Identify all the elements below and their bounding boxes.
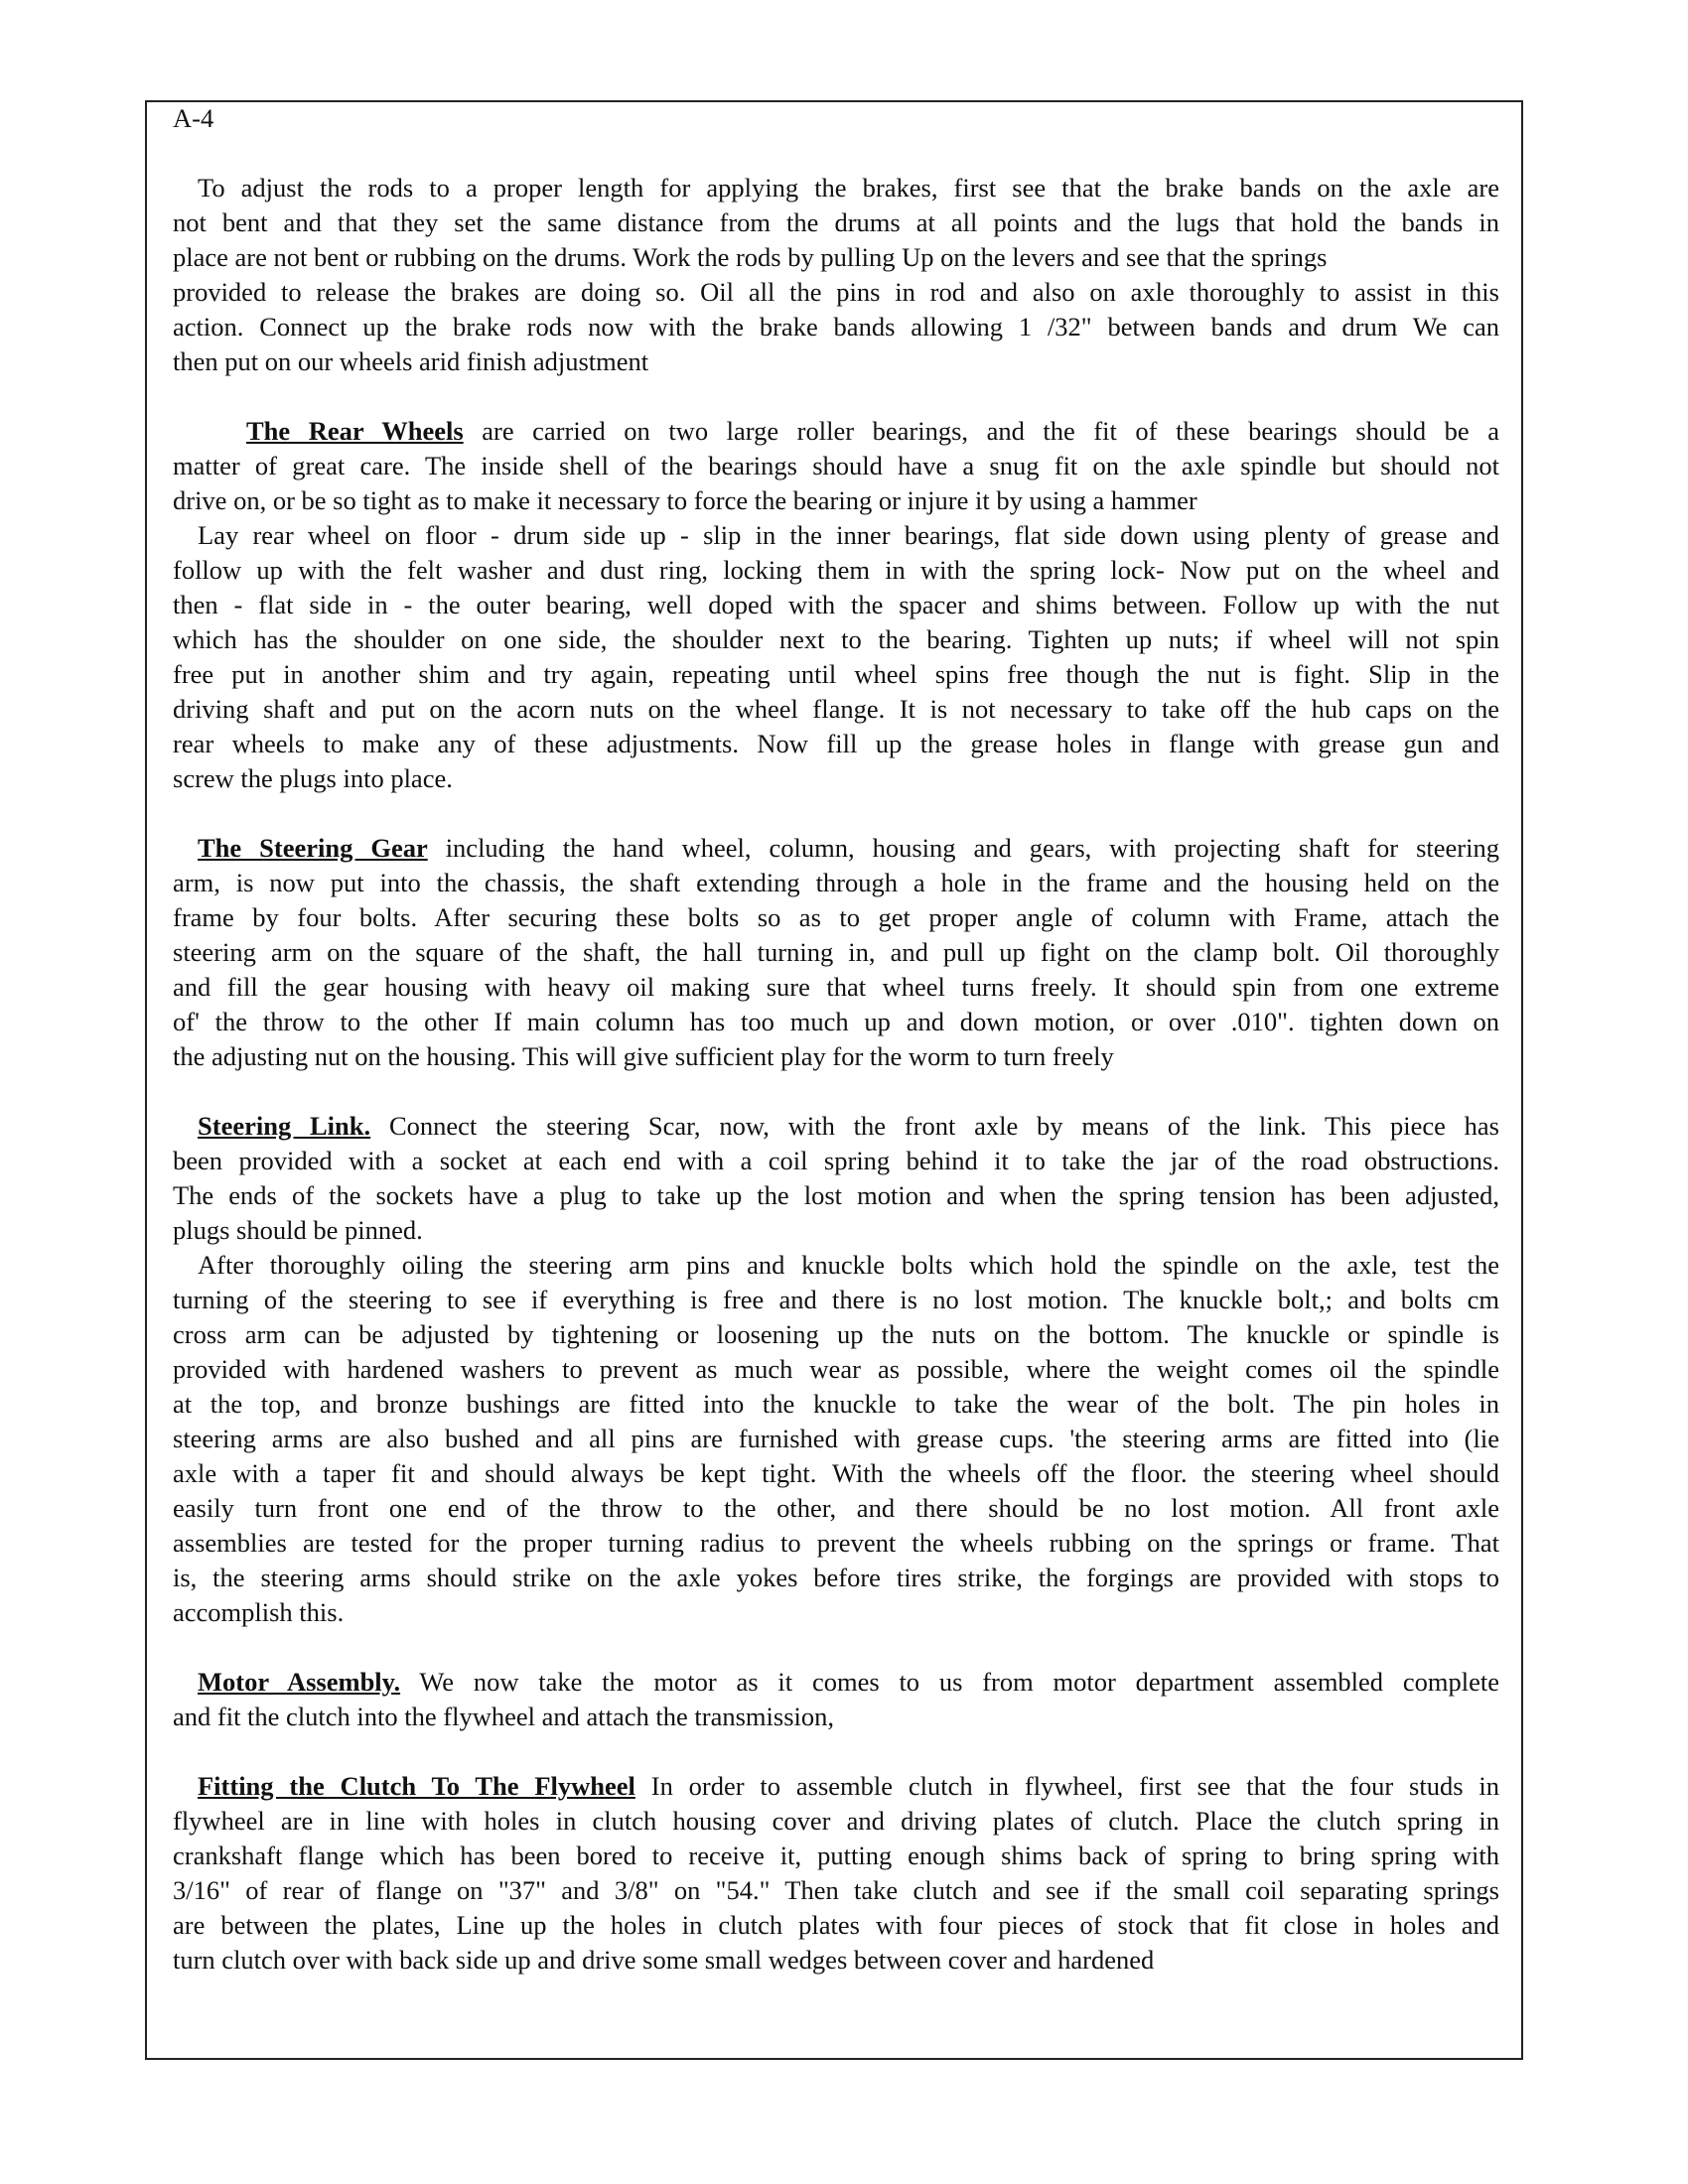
text-line: frame by four bolts. After securing these bolts so as to get proper angle of column with Frame, attach the <box>173 902 1499 932</box>
blank-line <box>173 796 1499 831</box>
text-line: crankshaft flange which has been bored to receive it, putting enough shims back of spring to bring spring with <box>173 1841 1499 1870</box>
text-line <box>173 414 1499 449</box>
text-line: is, the steering arms should strike on the axle yokes before tires strike, the forgings are provided with stops to <box>173 1563 1499 1592</box>
text-line: provided to release the brakes are doing so. Oil all the pins in rod and also on axle thoroughly to assist in this <box>173 277 1499 307</box>
text-line <box>173 1769 1499 1804</box>
text-line <box>173 1109 1499 1144</box>
text-line: cross arm can be adjusted by tightening or loosening up the nuts on the bottom. The knuckle or spindle is <box>173 1319 1499 1349</box>
line-text: are carried on two large roller bearings, and the fit of these bearings should be a <box>463 416 1499 446</box>
text-line: The ends of the sockets have a plug to take up the lost motion and when the spring tension has been adjusted, <box>173 1180 1499 1210</box>
text-line: free put in another shim and try again, repeating until wheel spins free though the nut is fight. Slip in the <box>173 659 1499 689</box>
blank-line <box>173 1734 1499 1769</box>
text-line: drive on, or be so tight as to make it necessary to force the bearing or injure it by using a hammer <box>173 485 1197 515</box>
line-text: We now take the motor as it comes to us from motor department assembled complete <box>400 1667 1499 1697</box>
text-line: place are not bent or rubbing on the drums. Work the rods by pulling Up on the levers and see that the springs <box>173 242 1328 272</box>
section-heading: Steering Link. <box>198 1111 371 1141</box>
text-line: which has the shoulder on one side, the shoulder next to the bearing. Tighten up nuts; if wheel will not spin <box>173 624 1499 654</box>
text-line: screw the plugs into place. <box>173 763 453 793</box>
document-body <box>173 101 1499 1978</box>
text-line: are between the plates, Line up the holes in clutch plates with four pieces of stock that fit close in holes and <box>173 1910 1499 1940</box>
line-text: In order to assemble clutch in flywheel, first see that the four studs in <box>634 1771 1499 1801</box>
text-line: turn clutch over with back side up and drive some small wedges between cover and hardened <box>173 1945 1155 1975</box>
text-line: follow up with the felt washer and dust ring, locking them in with the spring lock- Now put on the wheel and <box>173 555 1499 585</box>
text-line: and fit the clutch into the flywheel and attach the transmission, <box>173 1702 834 1731</box>
section-heading: The Rear Wheels <box>246 416 464 446</box>
text-line: action. Connect up the brake rods now with the brake bands allowing 1 /32" between bands and drum We can <box>173 312 1499 341</box>
text-line: steering arms are also bushed and all pins are furnished with grease cups. 'the steering arms are fitted into (lie <box>173 1424 1499 1453</box>
blank-line <box>173 379 1499 414</box>
text-line: driving shaft and put on the acorn nuts on the wheel flange. It is not necessary to take off the hub caps on the <box>173 694 1499 724</box>
text-line: been provided with a socket at each end with a coil spring behind it to take the jar of the road obstructions. <box>173 1146 1499 1175</box>
text-line: and fill the gear housing with heavy oil making sure that wheel turns freely. It should spin from one extreme <box>173 972 1499 1002</box>
text-line: the adjusting nut on the housing. This will give sufficient play for the worm to turn freely <box>173 1041 1114 1071</box>
text-line: flywheel are in line with holes in clutch housing cover and driving plates of clutch. Place the clutch spring in <box>173 1806 1499 1836</box>
text-line: accomplish this. <box>173 1597 345 1627</box>
text-line: Lay rear wheel on floor - drum side up - slip in the inner bearings, flat side down using plenty of grease and <box>198 520 1499 550</box>
text-line: at the top, and bronze bushings are fitted into the knuckle to take the wear of the bolt. The pin holes in <box>173 1389 1499 1419</box>
text-line: plugs should be pinned. <box>173 1215 423 1245</box>
text-line: steering arm on the square of the shaft, the hall turning in, and pull up fight on the clamp bolt. Oil thoroughly <box>173 937 1499 967</box>
text-line: then - flat side in - the outer bearing, well doped with the spacer and shims between. Follow up with the nut <box>173 590 1499 619</box>
text-line: provided with hardened washers to prevent as much wear as possible, where the weight comes oil the spindle <box>173 1354 1499 1384</box>
line-text: including the hand wheel, column, housing and gears, with projecting shaft for steering <box>427 833 1499 863</box>
section-heading: Motor Assembly. <box>198 1667 401 1697</box>
text-line: matter of great care. The inside shell of the bearings should have a snug fit on the axle spindle but should not <box>173 451 1499 480</box>
text-line: of' the throw to the other If main column has too much up and down motion, or over .010". tighten down on <box>173 1007 1499 1036</box>
section-heading: The Steering Gear <box>198 833 428 863</box>
blank-line <box>173 1630 1499 1665</box>
text-line: assemblies are tested for the proper turning radius to prevent the wheels rubbing on the springs or frame. That <box>173 1528 1499 1558</box>
text-line: not bent and that they set the same distance from the drums at all points and the lugs that hold the bands in <box>173 207 1499 237</box>
text-line: rear wheels to make any of these adjustments. Now fill up the grease holes in flange with grease gun and <box>173 729 1499 758</box>
text-line: After thoroughly oiling the steering arm pins and knuckle bolts which hold the spindle on the axle, test the <box>198 1250 1499 1280</box>
text-line <box>173 831 1499 866</box>
text-line: arm, is now put into the chassis, the shaft extending through a hole in the frame and the housing held on the <box>173 868 1499 897</box>
text-line <box>173 1665 1499 1700</box>
page-label: A-4 <box>173 103 214 133</box>
blank-line <box>173 1074 1499 1109</box>
text-line: then put on our wheels arid finish adjustment <box>173 346 649 376</box>
line-text: Connect the steering Scar, now, with the front axle by means of the link. This piece has <box>370 1111 1499 1141</box>
text-line: 3/16" of rear of flange on "37" and 3/8" on "54." Then take clutch and see if the small coil separating springs <box>173 1875 1499 1905</box>
blank-line <box>173 136 1499 171</box>
text-line: axle with a taper fit and should always be kept tight. With the wheels off the floor. the steering wheel should <box>173 1458 1499 1488</box>
text-line: easily turn front one end of the throw to the other, and there should be no lost motion. All front axle <box>173 1493 1499 1523</box>
section-heading: Fitting the Clutch To The Flywheel <box>198 1771 635 1801</box>
text-line: turning of the steering to see if everything is free and there is no lost motion. The knuckle bolt,; and bolts cm <box>173 1285 1499 1314</box>
text-line: To adjust the rods to a proper length for applying the brakes, first see that the brake bands on the axle are <box>198 173 1499 203</box>
